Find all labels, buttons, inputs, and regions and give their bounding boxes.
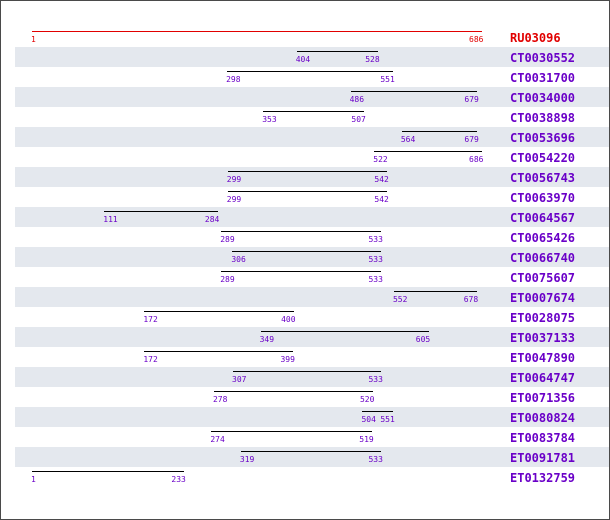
alignment-range-bar [261,331,429,332]
sequence-id-link[interactable]: CT0030552 [510,51,576,65]
sequence-id-link[interactable]: ET0091781 [510,451,576,465]
sequence-id-link[interactable]: CT0075607 [510,271,576,285]
alignment-range-bar [374,151,482,152]
alignment-range-bar [228,171,388,172]
range-start-label: 319 [239,455,255,464]
range-end-label: 399 [280,355,295,364]
alignment-row [15,407,609,427]
range-end-label: 686 [469,35,484,44]
range-start-label: 299 [226,195,242,204]
range-start-label: 486 [349,95,365,104]
alignment-range-bar [211,431,372,432]
alignment-rows [1,1,609,519]
sequence-id-link[interactable]: ET0028075 [510,311,576,325]
range-end-label: 533 [368,455,383,464]
alignment-row [15,67,609,87]
range-end-label: 605 [415,335,431,344]
sequence-id-link[interactable]: CT0031700 [510,71,576,85]
range-start-label: 349 [259,335,275,344]
alignment-row [15,427,609,447]
range-start-label: 564 [400,135,416,144]
range-end-label: 542 [374,195,389,204]
alignment-range-bar [214,391,373,392]
alignment-row [15,387,609,407]
alignment-row [15,187,609,207]
sequence-id-link[interactable]: ET0064747 [510,371,576,385]
alignment-range-bar [221,231,381,232]
range-end-label: 551 [380,415,395,424]
alignment-row [15,87,609,107]
range-end-label: 686 [469,155,484,164]
alignment-row [15,367,609,387]
range-end-label: 679 [464,135,479,144]
range-end-label: 533 [368,235,383,244]
sequence-id-link[interactable]: ET0037133 [510,331,576,345]
sequence-id-link[interactable]: CT0056743 [510,171,576,185]
sequence-id-link[interactable]: CT0038898 [510,111,576,125]
range-start-label: 172 [143,355,158,364]
alignment-row [15,107,609,127]
alignment-row [15,447,609,467]
range-end-label: 400 [281,315,296,324]
range-start-label: 299 [226,175,242,184]
alignment-range-bar [394,291,477,292]
range-end-label: 519 [359,435,374,444]
reference-id-label: RU03096 [510,31,561,45]
alignment-row [15,327,609,347]
sequence-id-link[interactable]: CT0063970 [510,191,576,205]
alignment-row [15,227,609,247]
sequence-id-link[interactable]: CT0065426 [510,231,576,245]
alignment-range-bar [402,131,478,132]
alignment-row [15,47,609,67]
range-end-label: 233 [171,475,186,484]
range-start-label: 1 [31,35,36,44]
sequence-id-link[interactable]: ET0047890 [510,351,576,365]
range-start-label: 289 [220,235,235,244]
sequence-id-link[interactable]: ET0071356 [510,391,576,405]
alignment-row [15,347,609,367]
sequence-id-link[interactable]: CT0034000 [510,91,576,105]
alignment-range-bar [351,91,478,92]
alignment-range-bar [241,451,382,452]
alignment-row [15,207,609,227]
alignment-row [15,127,609,147]
range-end-label: 679 [464,95,479,104]
alignment-range-bar [362,411,393,412]
range-end-label: 551 [380,75,395,84]
range-start-label: 289 [220,275,235,284]
range-end-label: 533 [368,375,383,384]
alignment-row [15,147,609,167]
range-start-label: 522 [373,155,388,164]
sequence-id-link[interactable]: CT0054220 [510,151,576,165]
alignment-range-bar [297,51,378,52]
alignment-range-bar [228,191,388,192]
sequence-id-link[interactable]: CT0053696 [510,131,576,145]
range-end-label: 542 [374,175,389,184]
range-start-label: 307 [232,375,247,384]
sequence-id-link[interactable]: CT0064567 [510,211,576,225]
range-start-label: 111 [103,215,118,224]
range-start-label: 1 [31,475,36,484]
alignment-range-bar [263,111,364,112]
range-start-label: 278 [212,395,228,404]
alignment-range-bar [144,311,294,312]
range-start-label: 172 [143,315,158,324]
range-end-label: 533 [368,255,383,264]
range-end-label: 520 [359,395,375,404]
range-start-label: 274 [210,435,225,444]
sequence-id-link[interactable]: ET0083784 [510,431,576,445]
alignment-range-bar [32,471,184,472]
range-end-label: 507 [351,115,366,124]
range-end-label: 533 [368,275,383,284]
reference-range-bar [32,31,482,32]
alignment-range-bar [104,211,218,212]
alignment-range-bar [233,371,381,372]
range-end-label: 678 [463,295,479,304]
alignment-range-bar [144,351,293,352]
sequence-id-link[interactable]: ET0007674 [510,291,576,305]
alignment-range-bar [227,71,393,72]
range-start-label: 552 [392,295,408,304]
sequence-id-link[interactable]: CT0066740 [510,251,576,265]
range-start-label: 404 [295,55,311,64]
range-end-label: 284 [204,215,220,224]
alignment-row [15,307,609,327]
alignment-range-bar [221,271,381,272]
alignment-row [15,267,609,287]
alignment-row [15,167,609,187]
alignment-row [15,287,609,307]
sequence-id-link[interactable]: ET0132759 [510,471,576,485]
range-start-label: 298 [226,75,241,84]
alignment-row [15,247,609,267]
alignment-range-bar [232,251,381,252]
range-end-label: 528 [365,55,380,64]
range-start-label: 353 [262,115,277,124]
range-start-label: 504 [361,415,376,424]
sequence-id-link[interactable]: ET0080824 [510,411,576,425]
reference-row [15,27,609,47]
range-start-label: 306 [231,255,246,264]
alignment-row [15,467,609,487]
